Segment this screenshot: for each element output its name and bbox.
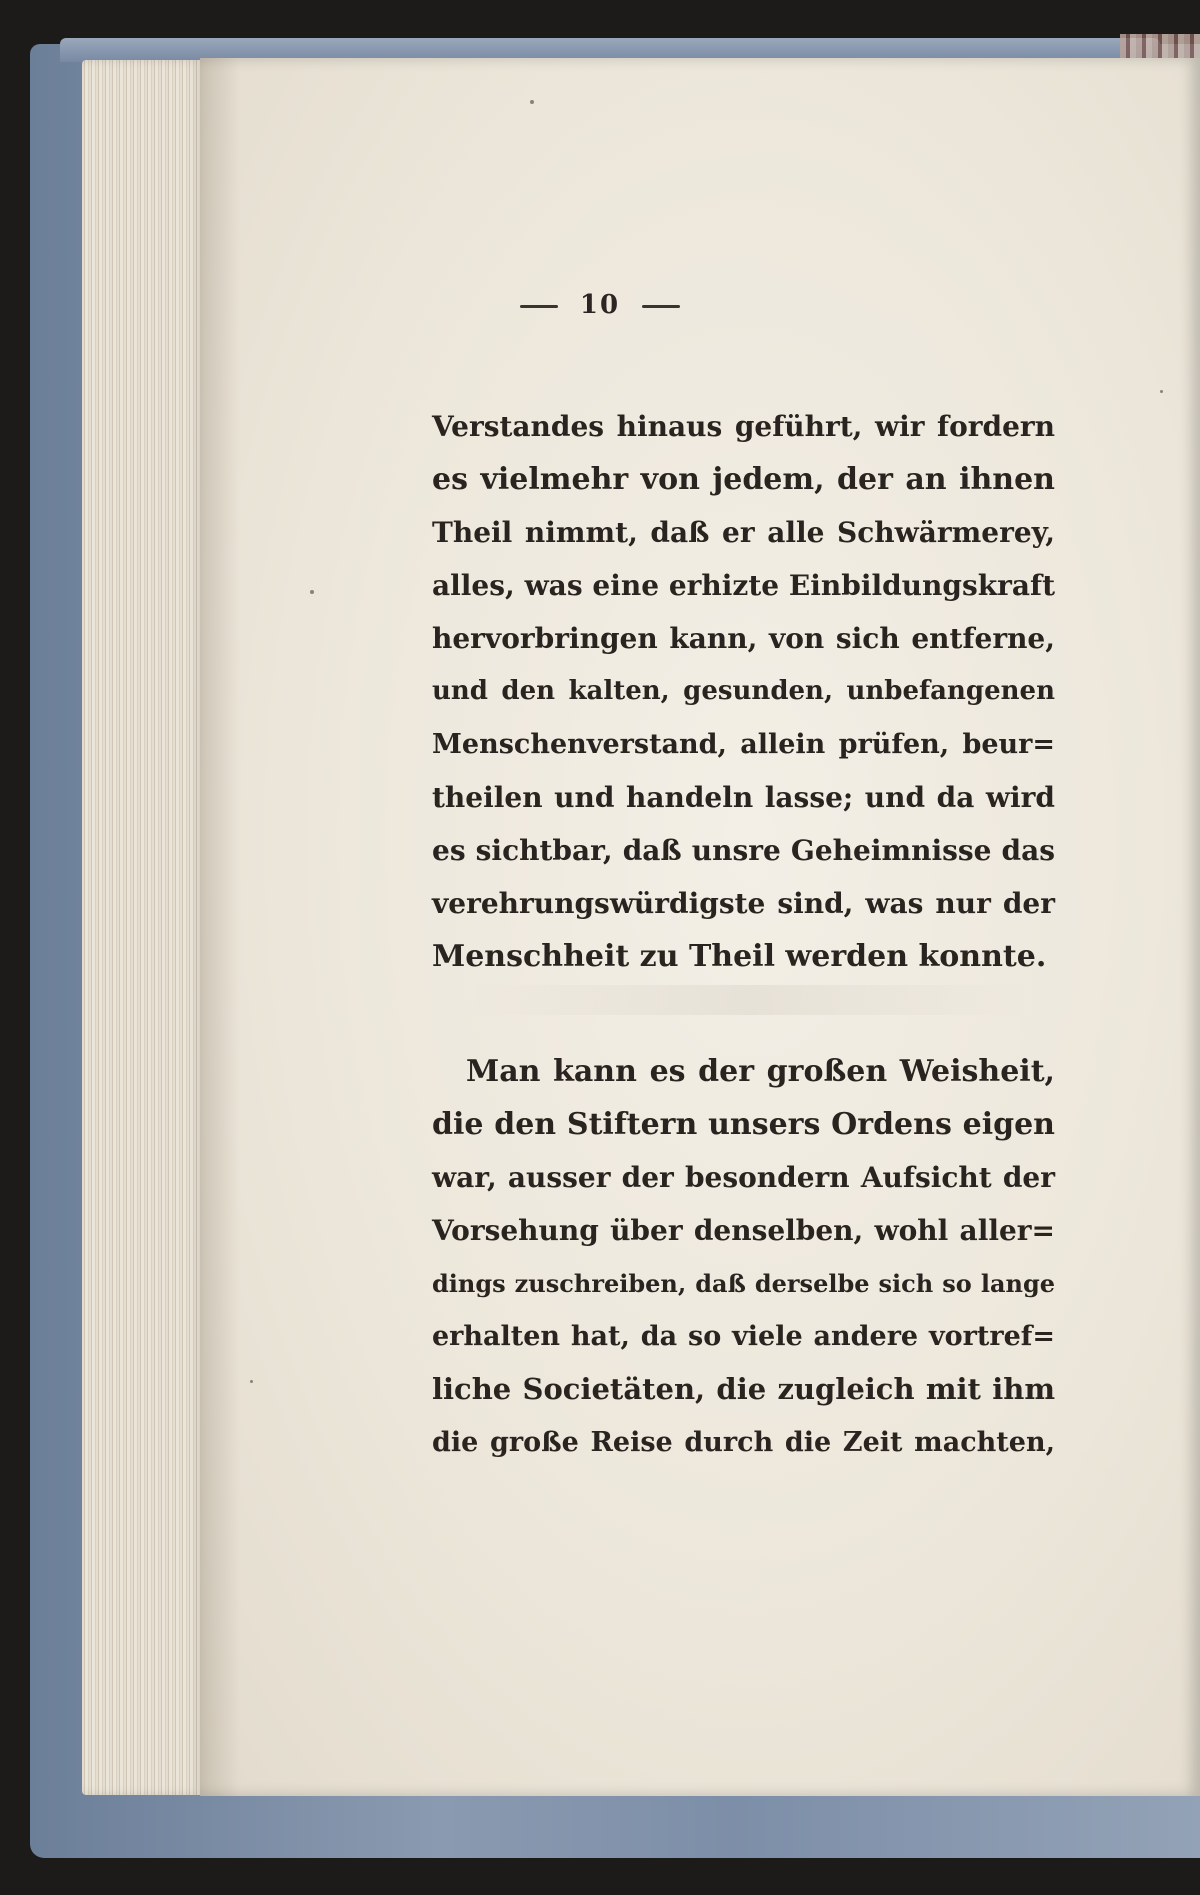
- paper-speck: [250, 1380, 253, 1383]
- text-line: liche Societäten, die zugleich mit ihm: [432, 1372, 1055, 1406]
- text-line: und den kalten, gesunden, unbefangenen: [432, 676, 1055, 706]
- page-number: [0, 290, 1200, 320]
- dash-right: [642, 305, 680, 308]
- text-line: Verstandes hinaus geführt, wir fordern: [432, 410, 1055, 443]
- show-through-bleed: [470, 985, 1030, 1015]
- text-line: hervorbringen kann, von sich entferne,: [432, 622, 1055, 655]
- text-line: alles, was eine erhizte Einbildungskraft: [432, 569, 1055, 602]
- text-line: erhalten hat, da so viele andere vortref=: [432, 1321, 1055, 1352]
- text-line: es sichtbar, daß unsre Geheimnisse das: [432, 834, 1055, 867]
- text-line: theilen und handeln lasse; und da wird: [432, 781, 1055, 814]
- paragraph-1: [432, 400, 1055, 983]
- dash-left: [520, 305, 558, 308]
- paragraph-2: [432, 1045, 1055, 1469]
- text-line: die den Stiftern unsers Ordens eigen: [432, 1107, 1055, 1142]
- paper-speck: [1160, 390, 1163, 393]
- page-number-value: 10: [579, 290, 621, 320]
- page-edges-stack: [82, 60, 204, 1795]
- text-line: Theil nimmt, daß er alle Schwärmerey,: [432, 516, 1055, 549]
- text-line: Menschheit zu Theil werden konnte.: [432, 939, 1047, 974]
- paper-speck: [310, 590, 314, 594]
- text-line: Man kann es der großen Weisheit,: [466, 1054, 1055, 1089]
- text-line: Vorsehung über denselben, wohl aller=: [432, 1214, 1055, 1247]
- text-line: war, ausser der besondern Aufsicht der: [432, 1161, 1055, 1194]
- paper-speck: [530, 100, 534, 104]
- text-line: die große Reise durch die Zeit machten,: [432, 1427, 1055, 1458]
- text-line: es vielmehr von jedem, der an ihnen: [432, 462, 1055, 497]
- text-line: Menschenverstand, allein prüfen, beur=: [432, 729, 1055, 760]
- text-line: dings zuschreiben, daß derselbe sich so lange: [432, 1269, 1055, 1298]
- text-line: verehrungswürdigste sind, was nur der: [432, 887, 1055, 920]
